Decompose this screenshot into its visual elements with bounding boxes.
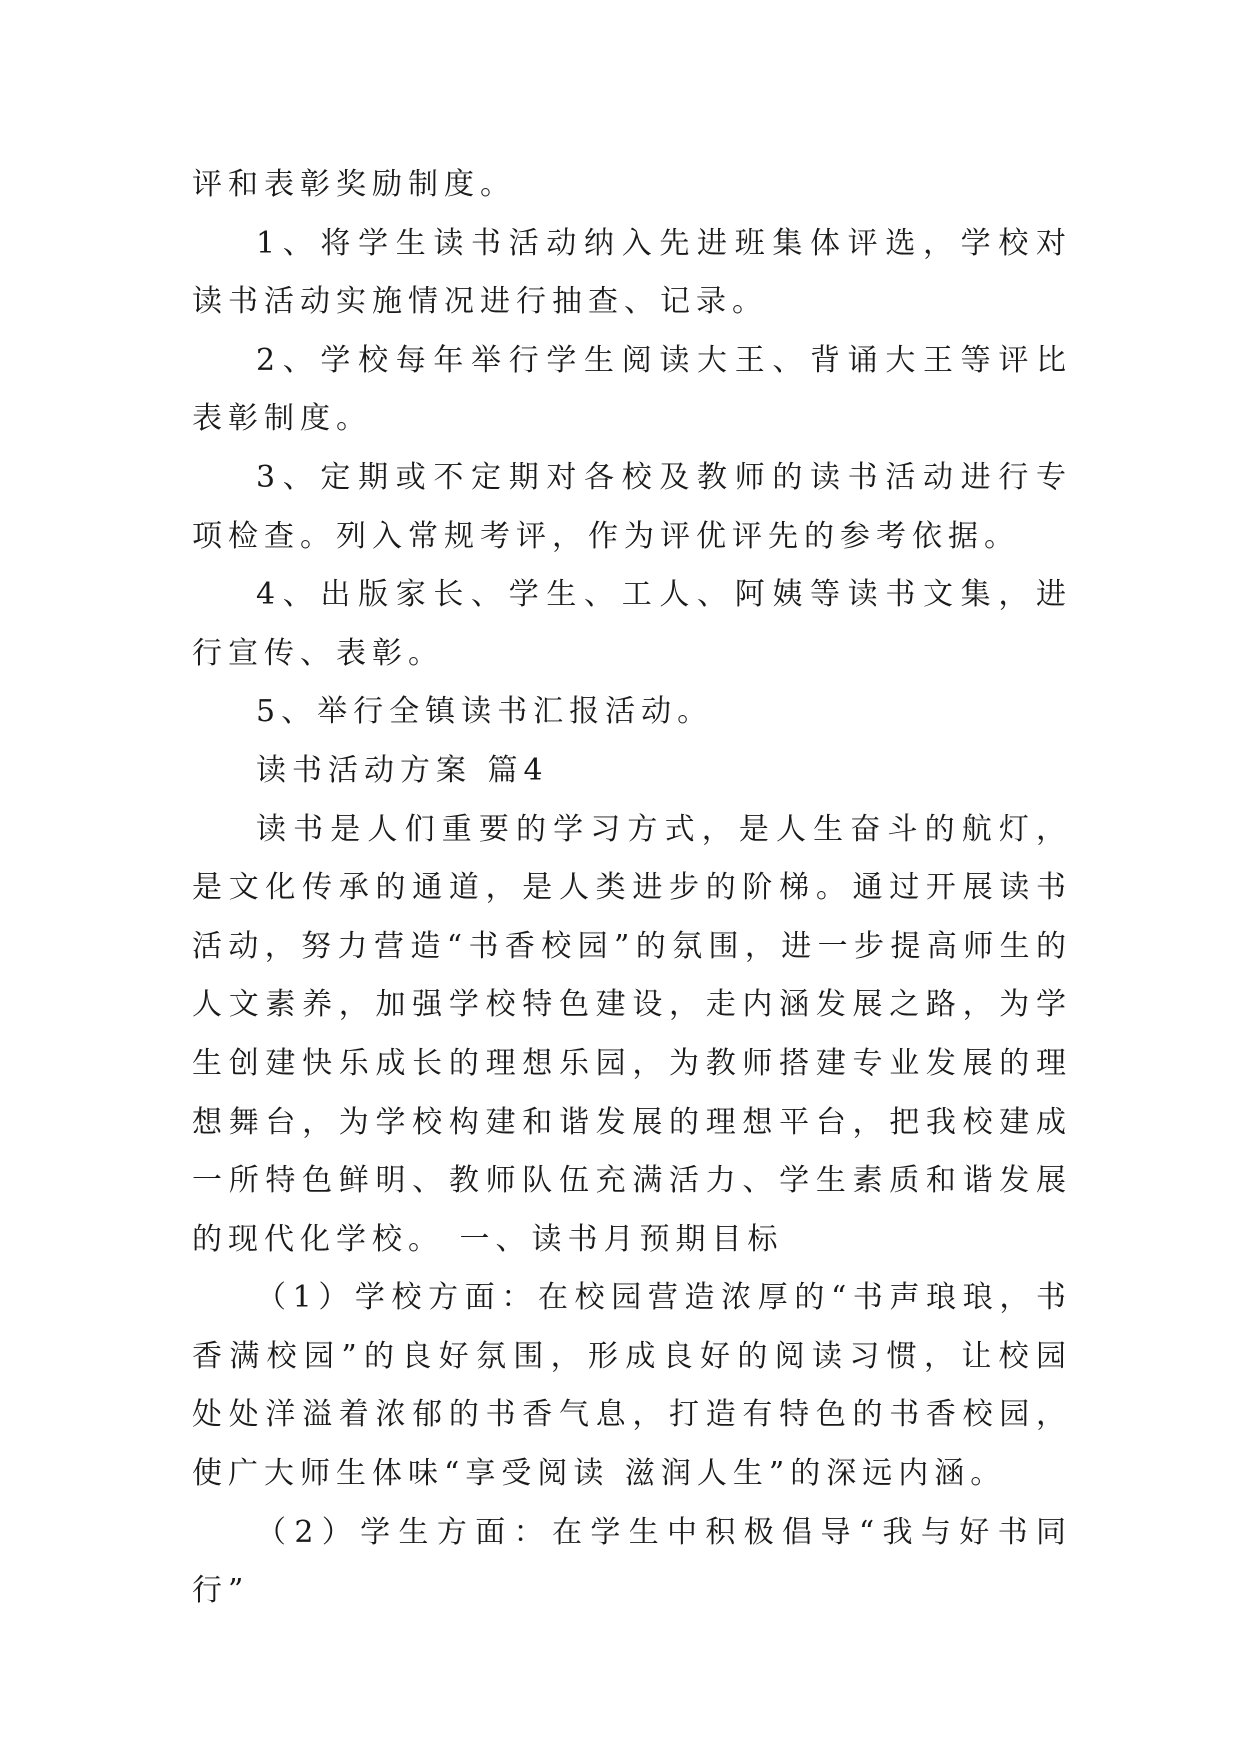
paragraph: 1、将学生读书活动纳入先进班集体评选，学校对读书活动实施情况进行抽查、记录。 <box>192 225 1072 320</box>
document-body <box>192 156 1072 1621</box>
paragraph: 3、定期或不定期对各校及教师的读书活动进行专项检查。列入常规考评，作为评优评先的参考依据。 <box>192 459 1072 554</box>
paragraph: 读书是人们重要的学习方式，是人生奋斗的航灯，是文化传承的通道，是人类进步的阶梯。通过开展读书活动，努力营造“书香校园”的氛围，进一步提高师生的人文素养，加强学校特色建设，走内涵发展之路，为学生创建快乐成长的理想乐园，为教师搭建专业发展的理想舞台，为学校构建和谐发展的理想平台，把我校建成一所特色鲜明、教师队伍充满活力、学生素质和谐发展的现代化学校。 一、读书月预期目标 <box>192 811 1072 1257</box>
paragraph: （1）学校方面：在校园营造浓厚的“书声琅琅，书香满校园”的良好氛围，形成良好的阅读习惯，让校园处处洋溢着浓郁的书香气息，打造有特色的书香校园，使广大师生体味“享受阅读 滋润人生”的深远内涵。 <box>192 1280 1072 1492</box>
paragraph: 评和表彰奖励制度。 <box>192 167 516 202</box>
paragraph: 5、举行全镇读书汇报活动。 <box>256 694 714 730</box>
paragraph: 2、学校每年举行学生阅读大王、背诵大王等评比表彰制度。 <box>192 342 1072 437</box>
paragraph: 4、出版家长、学生、工人、阿姨等读书文集，进行宣传、表彰。 <box>192 577 1072 671</box>
section-heading: 读书活动方案 篇4 <box>256 752 549 788</box>
paragraph: （2）学生方面：在学生中积极倡导“我与好书同行” <box>192 1514 1072 1609</box>
